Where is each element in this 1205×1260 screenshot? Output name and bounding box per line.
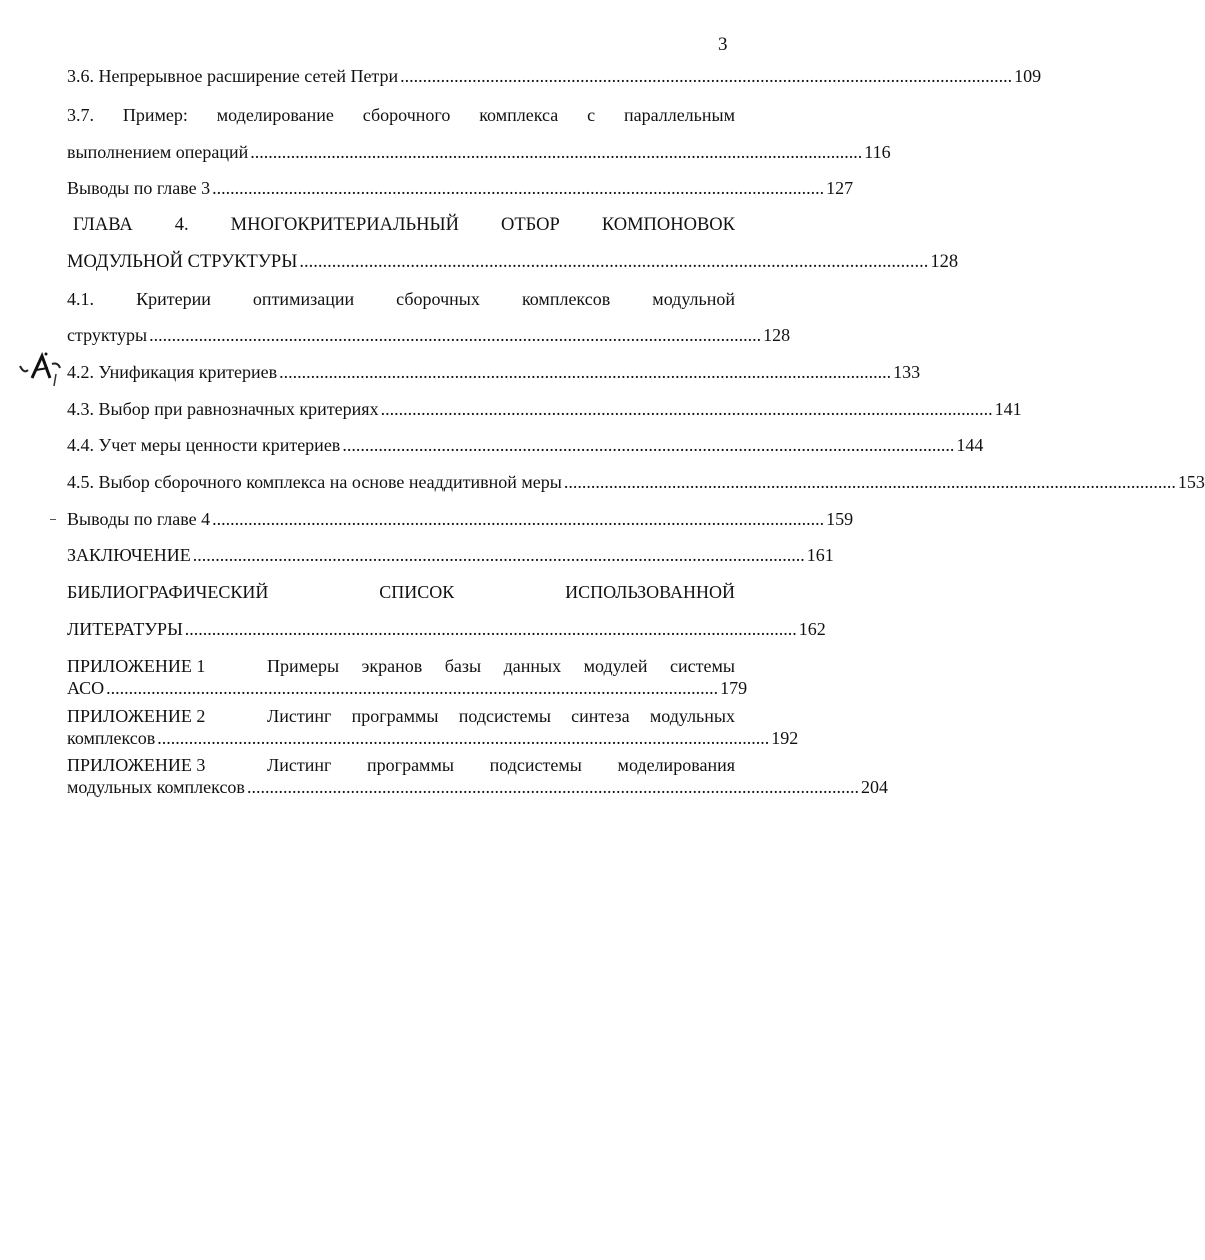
margin-tick bbox=[50, 519, 56, 520]
toc-page-number: 204 bbox=[860, 777, 888, 797]
dot-leader: ........................................................................................................................................ bbox=[563, 472, 1176, 492]
toc-entry-3-6[interactable] bbox=[67, 64, 1042, 88]
dot-leader: ........................................................................................................................................ bbox=[212, 178, 825, 198]
toc-entry-bibliography[interactable] bbox=[67, 580, 826, 641]
toc-entry-appendix-1[interactable] bbox=[67, 655, 748, 699]
dot-leader: ........................................................................................................................................ bbox=[400, 66, 1013, 86]
toc-page-number: 128 bbox=[930, 252, 959, 272]
toc-entry-title: 4.4. Учет меры ценности критериев bbox=[67, 435, 341, 455]
toc-entry-title-line1: БИБЛИОГРАФИЧЕСКИЙ СПИСОК ИСПОЛЬЗОВАННОЙ bbox=[67, 582, 735, 602]
toc-page-number: 116 bbox=[864, 142, 891, 162]
toc-entry-title: МОДУЛЬНОЙ СТРУКТУРЫ bbox=[67, 252, 298, 272]
toc-entry-title: 3.6. Непрерывное расширение сетей Петри bbox=[67, 66, 399, 86]
toc-page-number: 141 bbox=[994, 399, 1022, 419]
toc-entry-appendix-2[interactable] bbox=[67, 705, 799, 749]
toc-entry-title: 4.3. Выбор при равнозначных критериях bbox=[67, 399, 379, 419]
toc-entry-3-7[interactable] bbox=[67, 103, 891, 164]
toc-entry-title: Выводы по главе 4 bbox=[67, 509, 211, 529]
dot-leader: ........................................................................................................................................ bbox=[157, 728, 770, 748]
toc-page-number: 109 bbox=[1014, 66, 1042, 86]
toc-entry-title: выполнением операций bbox=[67, 142, 249, 162]
dot-leader: ........................................................................................................................................ bbox=[246, 777, 859, 797]
toc-page-number: 159 bbox=[826, 509, 854, 529]
toc-entry-4-2[interactable] bbox=[67, 360, 921, 384]
dot-leader: ........................................................................................................................................ bbox=[106, 678, 719, 698]
toc-page-number: 161 bbox=[806, 545, 834, 565]
handwritten-mark bbox=[16, 352, 70, 392]
toc-entry-4-3[interactable] bbox=[67, 397, 1022, 421]
appendix-label: ПРИЛОЖЕНИЕ 2 bbox=[67, 706, 206, 726]
toc-entry-title: ЗАКЛЮЧЕНИЕ bbox=[67, 545, 191, 565]
appendix-label: ПРИЛОЖЕНИЕ 3 bbox=[67, 755, 206, 775]
dot-leader: ........................................................................................................................................ bbox=[250, 142, 863, 162]
toc-entry-4-5[interactable] bbox=[67, 470, 1205, 494]
toc-entry-4-4[interactable] bbox=[67, 433, 984, 457]
toc-entry-conclusions-ch4[interactable] bbox=[67, 507, 854, 531]
toc-entry-title: 4.2. Унификация критериев bbox=[67, 362, 278, 382]
page-number: 3 bbox=[718, 34, 728, 55]
toc-page-number: 127 bbox=[826, 178, 854, 198]
dot-leader: ........................................................................................................................................ bbox=[380, 399, 993, 419]
appendix-title: Листинг программы подсистемы моделирования bbox=[267, 755, 735, 775]
toc-page-number: 162 bbox=[798, 619, 826, 639]
toc-page-number: 128 bbox=[763, 325, 791, 345]
dot-leader: ........................................................................................................................................ bbox=[299, 252, 929, 272]
toc-entry-title-line1: ГЛАВА 4. МНОГОКРИТЕРИАЛЬНЫЙ ОТБОР КОМПОНОВОК bbox=[73, 215, 735, 235]
toc-entry-conclusions-ch3[interactable] bbox=[67, 176, 854, 200]
toc-entry-chapter-4[interactable] bbox=[67, 213, 959, 274]
dot-leader: ........................................................................................................................................ bbox=[342, 435, 955, 455]
toc-entry-title: комплексов bbox=[67, 728, 156, 748]
toc-entry-title: Выводы по главе 3 bbox=[67, 178, 211, 198]
toc-entry-title: АСО bbox=[67, 678, 105, 698]
toc-entry-title-line1: 3.7. Пример: моделирование сборочного комплекса с параллельным bbox=[67, 105, 735, 125]
dot-leader: ........................................................................................................................................ bbox=[279, 362, 892, 382]
dot-leader: ........................................................................................................................................ bbox=[212, 509, 825, 529]
toc-page-number: 192 bbox=[771, 728, 799, 748]
toc-entry-title: 4.5. Выбор сборочного комплекса на основе неаддитивной меры bbox=[67, 472, 562, 492]
appendix-title: Листинг программы подсистемы синтеза модульных bbox=[267, 706, 735, 726]
toc-page-number: 133 bbox=[893, 362, 921, 382]
toc-entry-title: структуры bbox=[67, 325, 148, 345]
toc-entry-4-1[interactable] bbox=[67, 287, 791, 347]
dot-leader: ........................................................................................................................................ bbox=[192, 545, 805, 565]
toc-page-number: 179 bbox=[720, 678, 748, 698]
appendix-title: Примеры экранов базы данных модулей системы bbox=[267, 656, 735, 676]
toc-entry-conclusion[interactable] bbox=[67, 543, 834, 567]
toc-entry-appendix-3[interactable] bbox=[67, 754, 888, 798]
toc-entry-title: ЛИТЕРАТУРЫ bbox=[67, 619, 183, 639]
toc-page-number: 144 bbox=[956, 435, 984, 455]
dot-leader: ........................................................................................................................................ bbox=[149, 325, 762, 345]
appendix-label: ПРИЛОЖЕНИЕ 1 bbox=[67, 656, 206, 676]
toc-entry-title-line1: 4.1. Критерии оптимизации сборочных комплексов модульной bbox=[67, 289, 735, 309]
dot-leader: ........................................................................................................................................ bbox=[184, 619, 797, 639]
toc-entry-title: модульных комплексов bbox=[67, 777, 245, 797]
toc-page-number: 153 bbox=[1177, 472, 1205, 492]
